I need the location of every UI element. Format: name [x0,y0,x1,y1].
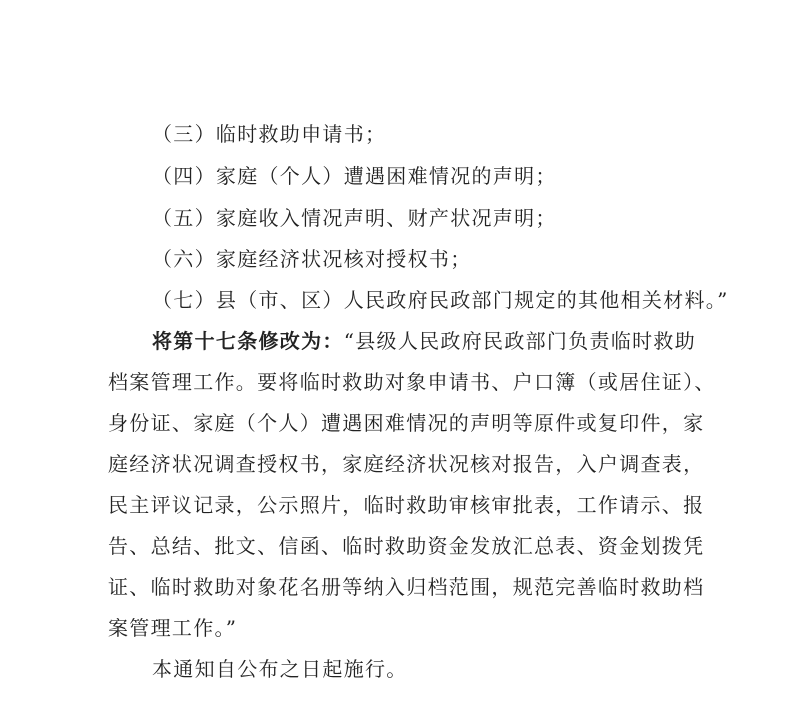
amendment-line: 档案管理工作。要将临时救助对象申请书、户口簿（或居住证）、 [108,370,716,394]
amendment-line: 民主评议记录，公示照片，临时救助审核审批表，工作请示、报 [108,493,705,517]
amendment-line: 案管理工作。” [108,616,238,640]
item-7: （七）县（市、区）人民政府民政部门规定的其他相关材料。” [152,288,729,312]
closing-statement: 本通知自公布之日起施行。 [152,657,408,681]
amendment-label: 将第十七条修改为： [152,329,344,353]
amendment-text: “县级人民政府民政部门负责临时救助 [343,329,697,353]
amendment-line: 证、临时救助对象花名册等纳入归档范围，规范完善临时救助档 [108,575,705,599]
amendment-line: 告、总结、批文、信函、临时救助资金发放汇总表、资金划拨凭 [108,534,705,558]
item-6: （六）家庭经济状况核对授权书； [152,247,472,271]
amendment-first-line [152,331,696,351]
item-4: （四）家庭（个人）遭遇困难情况的声明； [152,164,557,188]
amendment-line: 身份证、家庭（个人）遭遇困难情况的声明等原件或复印件，家 [108,411,705,435]
amendment-line: 庭经济状况调查授权书，家庭经济状况核对报告，入户调查表， [108,452,705,476]
item-3: （三）临时救助申请书； [152,122,387,146]
item-5: （五）家庭收入情况声明、财产状况声明； [152,206,557,230]
